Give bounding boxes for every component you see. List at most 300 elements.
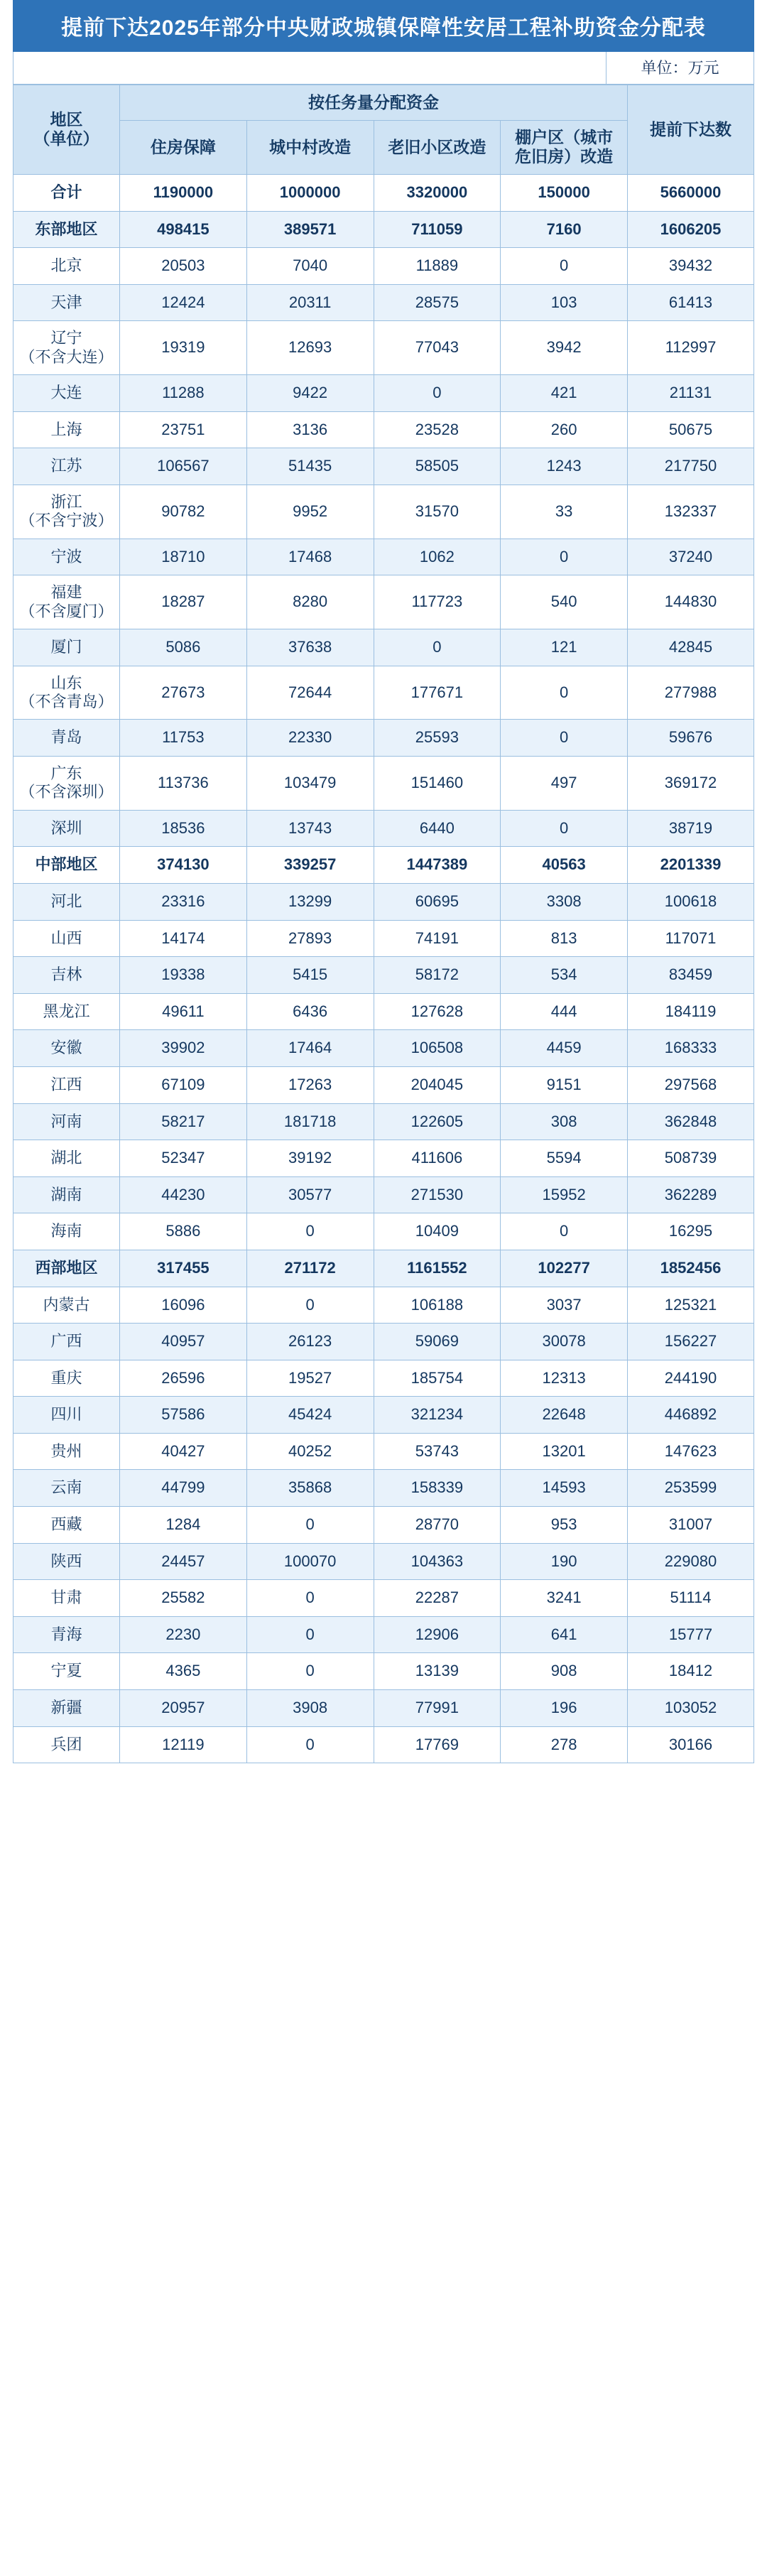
row-region-name: 广西 (13, 1324, 120, 1360)
row-value-cell: 13201 (501, 1433, 628, 1470)
row-value-cell: 17464 (246, 1030, 374, 1067)
row-value-cell: 277988 (628, 666, 754, 720)
header-col-shantytown-line2: 危旧房）改造 (515, 147, 614, 166)
row-value-cell: 20957 (120, 1690, 247, 1727)
row-value-cell: 4459 (501, 1030, 628, 1067)
row-value-cell: 58217 (120, 1103, 247, 1140)
row-value-cell: 20311 (246, 284, 374, 321)
row-value-cell: 106188 (374, 1287, 501, 1324)
row-region-name: 宁波 (13, 539, 120, 575)
row-value-cell: 35868 (246, 1470, 374, 1507)
row-value-cell: 9422 (246, 375, 374, 412)
row-value-cell: 204045 (374, 1066, 501, 1103)
table-row (13, 1690, 754, 1727)
row-value-cell: 39902 (120, 1030, 247, 1067)
row-region-name (13, 757, 120, 811)
row-value-cell: 37638 (246, 629, 374, 666)
row-value-cell: 540 (501, 575, 628, 629)
row-value-cell: 278 (501, 1726, 628, 1763)
row-value-cell: 22648 (501, 1397, 628, 1434)
row-value-cell: 52347 (120, 1140, 247, 1177)
row-value-cell: 1000000 (246, 174, 374, 211)
row-value-cell: 30078 (501, 1324, 628, 1360)
row-region-name: 中部地区 (13, 847, 120, 884)
row-value-cell: 45424 (246, 1397, 374, 1434)
row-value-cell: 28575 (374, 284, 501, 321)
row-region-name: 西部地区 (13, 1250, 120, 1287)
row-value-cell: 57586 (120, 1397, 247, 1434)
row-value-cell: 184119 (628, 993, 754, 1030)
row-region-name: 陕西 (13, 1543, 120, 1580)
row-value-cell: 0 (246, 1287, 374, 1324)
row-value-cell: 18412 (628, 1653, 754, 1690)
allocation-table (13, 85, 754, 1763)
table-row (13, 1250, 754, 1287)
row-value-cell: 112997 (628, 321, 754, 375)
row-value-cell: 244190 (628, 1360, 754, 1397)
row-region-name (13, 485, 120, 539)
table-row (13, 1580, 754, 1617)
row-value-cell: 44799 (120, 1470, 247, 1507)
row-region-name: 兵团 (13, 1726, 120, 1763)
row-value-cell: 18287 (120, 575, 247, 629)
row-value-cell: 51114 (628, 1580, 754, 1617)
row-region-name: 江苏 (13, 448, 120, 485)
row-value-cell: 100070 (246, 1543, 374, 1580)
row-value-cell: 1447389 (374, 847, 501, 884)
table-row (13, 485, 754, 539)
row-region-line2: （不含深圳） (19, 783, 114, 801)
row-value-cell: 18710 (120, 539, 247, 575)
row-region-name: 西藏 (13, 1507, 120, 1544)
row-region-line1: 福建 (50, 583, 82, 602)
row-region-name: 青海 (13, 1616, 120, 1653)
row-value-cell: 33 (501, 485, 628, 539)
row-region-name: 天津 (13, 284, 120, 321)
row-region-name: 云南 (13, 1470, 120, 1507)
row-value-cell: 60695 (374, 883, 501, 920)
table-row (13, 847, 754, 884)
row-value-cell: 271172 (246, 1250, 374, 1287)
row-value-cell: 369172 (628, 757, 754, 811)
row-value-cell: 321234 (374, 1397, 501, 1434)
row-value-cell: 25582 (120, 1580, 247, 1617)
row-value-cell: 38719 (628, 810, 754, 847)
row-value-cell: 40563 (501, 847, 628, 884)
row-region-line1: 辽宁 (50, 329, 82, 347)
row-value-cell: 711059 (374, 211, 501, 248)
row-region-name: 宁夏 (13, 1653, 120, 1690)
row-value-cell: 168333 (628, 1030, 754, 1067)
row-value-cell: 11753 (120, 720, 247, 757)
table-row (13, 666, 754, 720)
row-value-cell: 1243 (501, 448, 628, 485)
row-region-line2: （不含大连） (19, 347, 114, 366)
row-region-name: 海南 (13, 1213, 120, 1250)
header-col-shantytown-line1: 棚户区（城市 (515, 127, 614, 146)
row-value-cell: 27893 (246, 920, 374, 957)
row-value-cell: 121 (501, 629, 628, 666)
row-value-cell: 74191 (374, 920, 501, 957)
row-region-name: 四川 (13, 1397, 120, 1434)
row-value-cell: 21131 (628, 375, 754, 412)
row-value-cell: 44230 (120, 1176, 247, 1213)
unit-row (13, 52, 754, 85)
row-value-cell: 113736 (120, 757, 247, 811)
row-value-cell: 28770 (374, 1507, 501, 1544)
row-region-name: 重庆 (13, 1360, 120, 1397)
row-value-cell: 17468 (246, 539, 374, 575)
row-value-cell: 151460 (374, 757, 501, 811)
table-row (13, 1360, 754, 1397)
row-value-cell: 3908 (246, 1690, 374, 1727)
row-region-name: 新疆 (13, 1690, 120, 1727)
row-value-cell: 53743 (374, 1433, 501, 1470)
row-value-cell: 51435 (246, 448, 374, 485)
row-value-cell: 11889 (374, 248, 501, 285)
row-value-cell: 24457 (120, 1543, 247, 1580)
unit-label: 单位：万元 (606, 52, 754, 84)
row-value-cell: 20503 (120, 248, 247, 285)
header-row-1 (13, 85, 754, 121)
row-value-cell: 26123 (246, 1324, 374, 1360)
row-value-cell: 1161552 (374, 1250, 501, 1287)
row-value-cell: 0 (501, 1213, 628, 1250)
row-value-cell: 217750 (628, 448, 754, 485)
row-value-cell: 12424 (120, 284, 247, 321)
table-row (13, 720, 754, 757)
row-region-name (13, 575, 120, 629)
row-value-cell: 374130 (120, 847, 247, 884)
row-value-cell: 260 (501, 411, 628, 448)
row-value-cell: 0 (374, 375, 501, 412)
row-value-cell: 100618 (628, 883, 754, 920)
row-value-cell: 103 (501, 284, 628, 321)
row-value-cell: 17263 (246, 1066, 374, 1103)
row-value-cell: 11288 (120, 375, 247, 412)
row-value-cell: 5660000 (628, 174, 754, 211)
table-head (13, 85, 754, 175)
header-total-line1: 提前下达数 (650, 119, 731, 139)
table-row (13, 1397, 754, 1434)
row-value-cell: 0 (501, 248, 628, 285)
table-row (13, 1653, 754, 1690)
row-value-cell: 23316 (120, 883, 247, 920)
row-value-cell: 0 (246, 1213, 374, 1250)
row-value-cell: 103479 (246, 757, 374, 811)
row-value-cell: 0 (501, 810, 628, 847)
row-region-name (13, 321, 120, 375)
row-value-cell: 508739 (628, 1140, 754, 1177)
row-value-cell: 362848 (628, 1103, 754, 1140)
row-value-cell: 22330 (246, 720, 374, 757)
row-value-cell: 271530 (374, 1176, 501, 1213)
row-value-cell: 30577 (246, 1176, 374, 1213)
row-value-cell: 0 (374, 629, 501, 666)
row-value-cell: 498415 (120, 211, 247, 248)
row-value-cell: 59069 (374, 1324, 501, 1360)
row-value-cell: 13743 (246, 810, 374, 847)
row-value-cell: 106508 (374, 1030, 501, 1067)
row-value-cell: 40957 (120, 1324, 247, 1360)
row-value-cell: 26596 (120, 1360, 247, 1397)
table-row (13, 211, 754, 248)
row-value-cell: 7040 (246, 248, 374, 285)
table-row (13, 375, 754, 412)
row-region-name: 青岛 (13, 720, 120, 757)
row-value-cell: 77043 (374, 321, 501, 375)
table-row (13, 1433, 754, 1470)
table-row (13, 1324, 754, 1360)
row-value-cell: 83459 (628, 957, 754, 994)
table-row (13, 448, 754, 485)
row-value-cell: 317455 (120, 1250, 247, 1287)
header-region-line2: （单位） (33, 129, 99, 148)
row-value-cell: 59676 (628, 720, 754, 757)
table-row (13, 575, 754, 629)
row-value-cell: 122605 (374, 1103, 501, 1140)
row-value-cell: 1284 (120, 1507, 247, 1544)
table-row (13, 1140, 754, 1177)
row-region-name: 湖北 (13, 1140, 120, 1177)
row-value-cell: 3037 (501, 1287, 628, 1324)
row-region-name: 深圳 (13, 810, 120, 847)
row-region-name: 黑龙江 (13, 993, 120, 1030)
table-row (13, 411, 754, 448)
row-value-cell: 5594 (501, 1140, 628, 1177)
header-col-oldcommunity: 老旧小区改造 (374, 120, 501, 174)
row-value-cell: 147623 (628, 1433, 754, 1470)
table-row (13, 1176, 754, 1213)
row-value-cell: 17769 (374, 1726, 501, 1763)
row-value-cell: 72644 (246, 666, 374, 720)
row-region-name: 北京 (13, 248, 120, 285)
row-value-cell: 19527 (246, 1360, 374, 1397)
table-row (13, 1726, 754, 1763)
row-value-cell: 177671 (374, 666, 501, 720)
table-row (13, 1103, 754, 1140)
row-value-cell: 12119 (120, 1726, 247, 1763)
table-row (13, 174, 754, 211)
row-value-cell: 534 (501, 957, 628, 994)
row-region-name: 内蒙古 (13, 1287, 120, 1324)
row-value-cell: 90782 (120, 485, 247, 539)
row-value-cell: 5415 (246, 957, 374, 994)
table-row (13, 883, 754, 920)
row-value-cell: 39192 (246, 1140, 374, 1177)
header-region-line1: 地区 (50, 109, 83, 129)
row-region-name: 大连 (13, 375, 120, 412)
row-value-cell: 190 (501, 1543, 628, 1580)
row-region-name: 上海 (13, 411, 120, 448)
row-value-cell: 13139 (374, 1653, 501, 1690)
row-value-cell: 104363 (374, 1543, 501, 1580)
row-value-cell: 953 (501, 1507, 628, 1544)
row-value-cell: 58505 (374, 448, 501, 485)
row-value-cell: 5886 (120, 1213, 247, 1250)
row-region-line1: 浙江 (50, 492, 82, 511)
row-value-cell: 444 (501, 993, 628, 1030)
table-row (13, 957, 754, 994)
row-region-name: 安徽 (13, 1030, 120, 1067)
row-value-cell: 229080 (628, 1543, 754, 1580)
row-value-cell: 12693 (246, 321, 374, 375)
row-value-cell: 23528 (374, 411, 501, 448)
row-value-cell: 15777 (628, 1616, 754, 1653)
row-value-cell: 253599 (628, 1470, 754, 1507)
row-value-cell: 1062 (374, 539, 501, 575)
row-value-cell: 12313 (501, 1360, 628, 1397)
row-value-cell: 31570 (374, 485, 501, 539)
table-row (13, 248, 754, 285)
row-value-cell: 61413 (628, 284, 754, 321)
row-value-cell: 8280 (246, 575, 374, 629)
row-value-cell: 19338 (120, 957, 247, 994)
table-row (13, 757, 754, 811)
row-value-cell: 102277 (501, 1250, 628, 1287)
row-region-name: 湖南 (13, 1176, 120, 1213)
row-value-cell: 16295 (628, 1213, 754, 1250)
header-region (13, 85, 120, 175)
table-row (13, 1030, 754, 1067)
row-region-line2: （不含宁波） (19, 512, 114, 530)
row-value-cell: 22287 (374, 1580, 501, 1617)
row-value-cell: 0 (501, 539, 628, 575)
row-value-cell: 117071 (628, 920, 754, 957)
row-value-cell: 185754 (374, 1360, 501, 1397)
row-value-cell: 0 (246, 1616, 374, 1653)
row-value-cell: 308 (501, 1103, 628, 1140)
table-row (13, 810, 754, 847)
row-value-cell: 3308 (501, 883, 628, 920)
row-region-name (13, 666, 120, 720)
row-value-cell: 813 (501, 920, 628, 957)
row-value-cell: 196 (501, 1690, 628, 1727)
row-value-cell: 0 (246, 1507, 374, 1544)
row-value-cell: 40427 (120, 1433, 247, 1470)
page-title: 提前下达2025年部分中央财政城镇保障性安居工程补助资金分配表 (13, 0, 754, 52)
row-value-cell: 106567 (120, 448, 247, 485)
row-value-cell: 411606 (374, 1140, 501, 1177)
table-body (13, 174, 754, 1763)
row-value-cell: 6440 (374, 810, 501, 847)
table-row (13, 321, 754, 375)
table-row (13, 1287, 754, 1324)
row-value-cell: 67109 (120, 1066, 247, 1103)
row-value-cell: 125321 (628, 1287, 754, 1324)
row-value-cell: 30166 (628, 1726, 754, 1763)
row-value-cell: 2201339 (628, 847, 754, 884)
row-value-cell: 3241 (501, 1580, 628, 1617)
row-value-cell: 497 (501, 757, 628, 811)
row-value-cell: 150000 (501, 174, 628, 211)
row-value-cell: 19319 (120, 321, 247, 375)
table-row (13, 1507, 754, 1544)
row-value-cell: 158339 (374, 1470, 501, 1507)
row-value-cell: 1852456 (628, 1250, 754, 1287)
table-row (13, 629, 754, 666)
row-value-cell: 6436 (246, 993, 374, 1030)
row-value-cell: 446892 (628, 1397, 754, 1434)
table-row (13, 1470, 754, 1507)
row-value-cell: 3942 (501, 321, 628, 375)
row-value-cell: 103052 (628, 1690, 754, 1727)
row-value-cell: 0 (246, 1580, 374, 1617)
row-value-cell: 127628 (374, 993, 501, 1030)
row-value-cell: 16096 (120, 1287, 247, 1324)
row-value-cell: 77991 (374, 1690, 501, 1727)
row-value-cell: 3320000 (374, 174, 501, 211)
row-value-cell: 58172 (374, 957, 501, 994)
row-region-name: 东部地区 (13, 211, 120, 248)
row-value-cell: 908 (501, 1653, 628, 1690)
row-value-cell: 14593 (501, 1470, 628, 1507)
row-value-cell: 10409 (374, 1213, 501, 1250)
table-row (13, 284, 754, 321)
table-row (13, 920, 754, 957)
row-value-cell: 4365 (120, 1653, 247, 1690)
row-region-name: 吉林 (13, 957, 120, 994)
row-value-cell: 0 (501, 720, 628, 757)
row-region-line2: （不含青岛） (19, 693, 114, 711)
row-value-cell: 12906 (374, 1616, 501, 1653)
row-value-cell: 421 (501, 375, 628, 412)
row-value-cell: 297568 (628, 1066, 754, 1103)
row-region-name: 河南 (13, 1103, 120, 1140)
row-region-name: 甘肃 (13, 1580, 120, 1617)
row-region-name: 贵州 (13, 1433, 120, 1470)
row-value-cell: 13299 (246, 883, 374, 920)
row-value-cell: 31007 (628, 1507, 754, 1544)
header-col-shantytown (501, 120, 628, 174)
row-value-cell: 15952 (501, 1176, 628, 1213)
row-value-cell: 0 (246, 1653, 374, 1690)
row-value-cell: 37240 (628, 539, 754, 575)
row-value-cell: 5086 (120, 629, 247, 666)
row-value-cell: 389571 (246, 211, 374, 248)
header-col-housing: 住房保障 (120, 120, 247, 174)
row-value-cell: 23751 (120, 411, 247, 448)
row-value-cell: 132337 (628, 485, 754, 539)
row-value-cell: 641 (501, 1616, 628, 1653)
table-row (13, 1213, 754, 1250)
row-value-cell: 362289 (628, 1176, 754, 1213)
row-region-name: 河北 (13, 883, 120, 920)
row-value-cell: 0 (246, 1726, 374, 1763)
row-value-cell: 42845 (628, 629, 754, 666)
row-region-name: 合计 (13, 174, 120, 211)
row-value-cell: 40252 (246, 1433, 374, 1470)
row-value-cell: 9952 (246, 485, 374, 539)
row-value-cell: 50675 (628, 411, 754, 448)
row-region-line1: 广东 (50, 764, 82, 782)
row-value-cell: 39432 (628, 248, 754, 285)
table-row (13, 539, 754, 575)
header-col-village: 城中村改造 (246, 120, 374, 174)
row-value-cell: 1606205 (628, 211, 754, 248)
header-total (628, 85, 754, 175)
row-value-cell: 0 (501, 666, 628, 720)
row-value-cell: 181718 (246, 1103, 374, 1140)
row-value-cell: 3136 (246, 411, 374, 448)
row-value-cell: 9151 (501, 1066, 628, 1103)
row-value-cell: 2230 (120, 1616, 247, 1653)
row-region-name: 山西 (13, 920, 120, 957)
row-region-line1: 山东 (50, 673, 82, 692)
row-region-line2: （不含厦门） (19, 602, 114, 620)
row-value-cell: 49611 (120, 993, 247, 1030)
row-value-cell: 1190000 (120, 174, 247, 211)
